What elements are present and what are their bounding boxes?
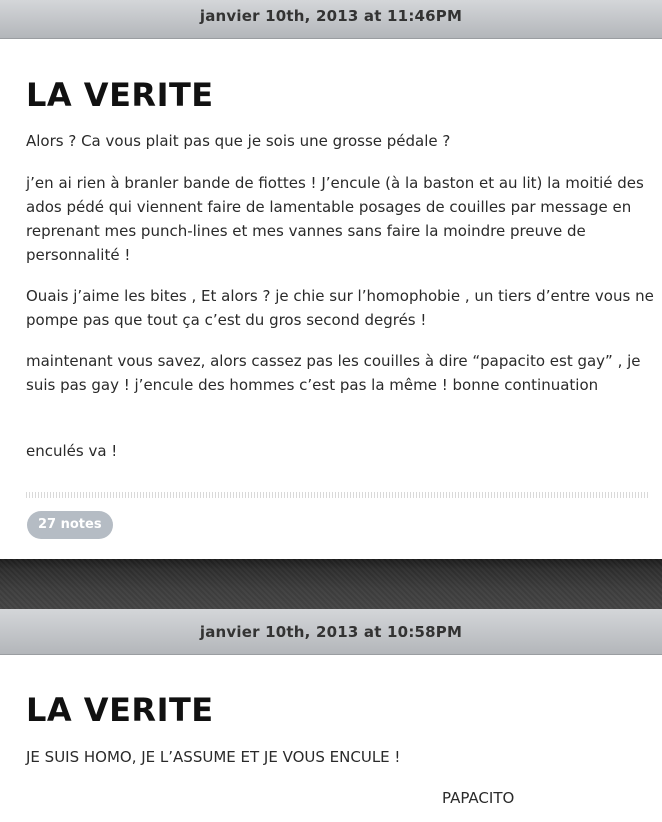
post-title[interactable]: LA VERITE [26,76,214,114]
post-paragraph: j’en ai rien à branler bande de fiottes ! J’encule (à la baston et au lit) la moitié des ados pédé qui viennent faire de lamentable posages de couilles par message en reprenant mes punch-lines et mes vannes sans faire la moindre preuve de personnalité ! [26,174,644,264]
post-paragraph: JE SUIS HOMO, JE L’ASSUME ET JE VOUS ENCULE ! [26,748,401,766]
post-title[interactable]: LA VERITE [26,691,214,729]
post-paragraph: enculés va ! [26,442,118,460]
notes-count-button[interactable]: 27 notes [27,511,113,539]
post-date[interactable]: janvier 10th, 2013 at 11:46PM [0,0,662,39]
post-paragraph: Alors ? Ca vous plait pas que je sois une grosse pédale ? [26,132,451,150]
separator-texture [0,559,662,609]
post-paragraph: maintenant vous savez, alors cassez pas les couilles à dire “papacito est gay” , je suis pas gay ! j’encule des hommes c’est pas la même ! bonne continuation [26,352,641,394]
post-signature: PAPACITO [442,789,515,807]
post-divider [26,492,650,498]
post-2 [0,609,662,822]
post-date[interactable]: janvier 10th, 2013 at 10:58PM [0,609,662,655]
post-separator [0,559,662,609]
post-paragraph: Ouais j’aime les bites , Et alors ? je chie sur l’homophobie , un tiers d’entre vous ne pompe pas que tout ça c’est du gros second degrés ! [26,287,654,329]
